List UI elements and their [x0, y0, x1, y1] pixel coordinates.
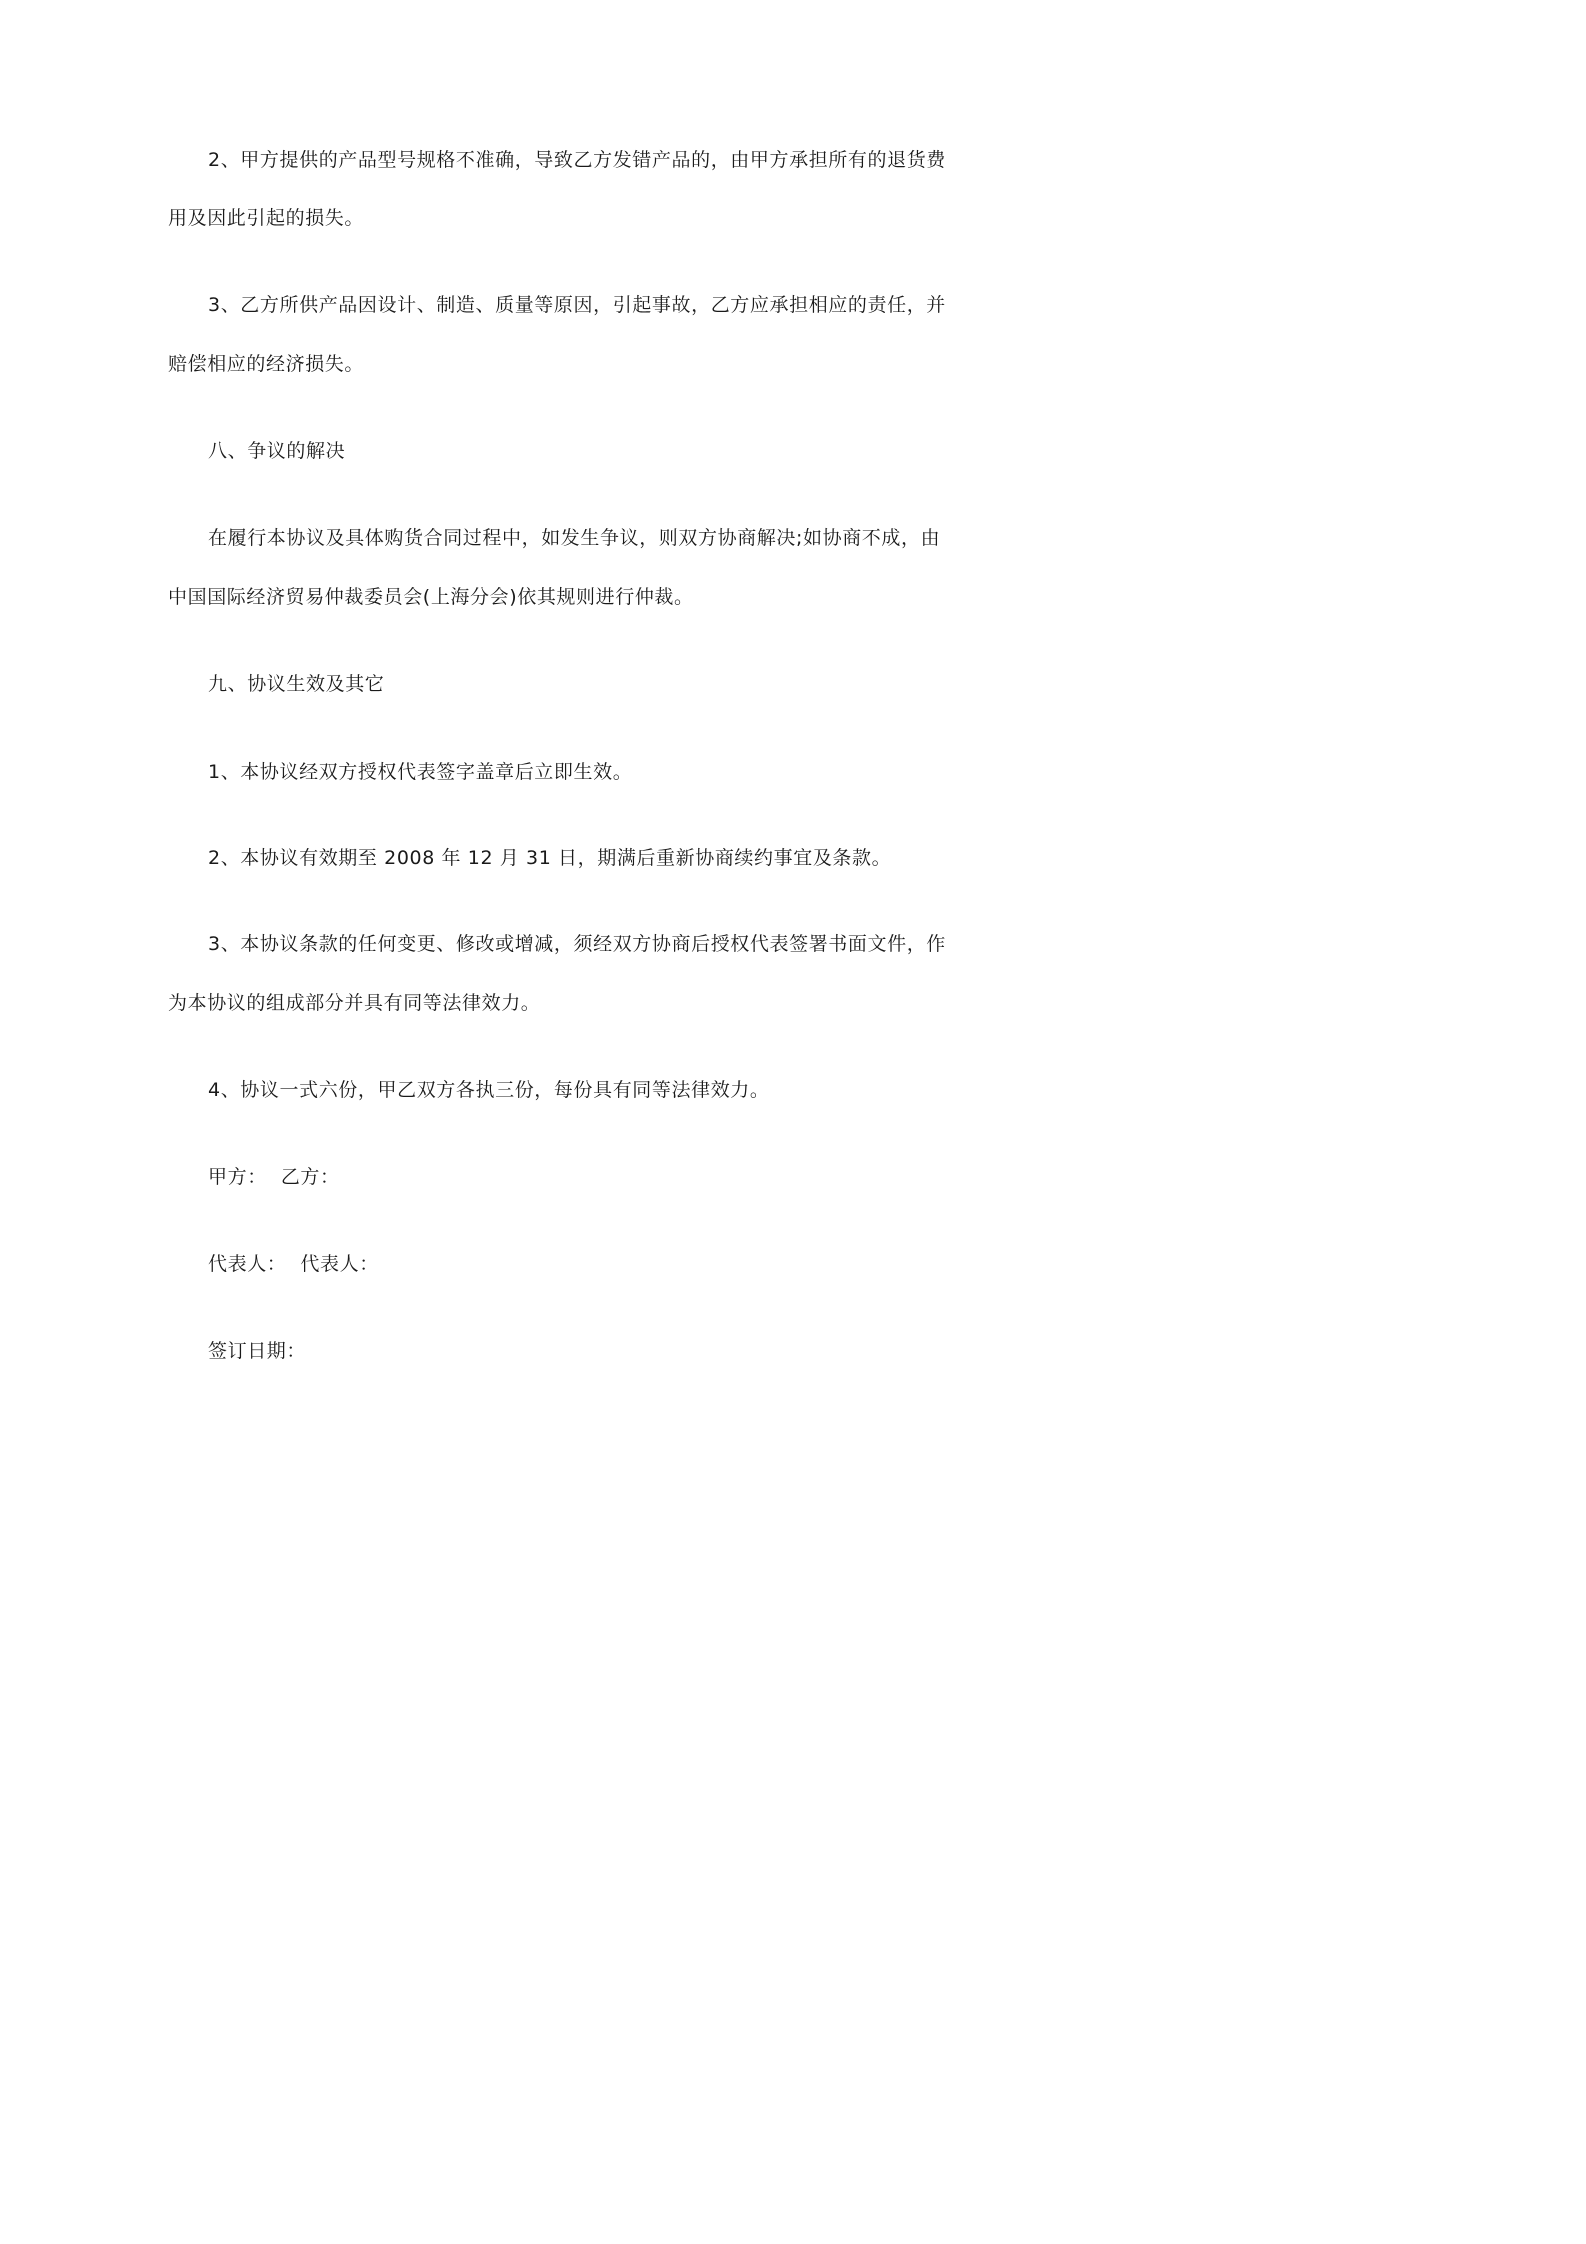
clause-2-line-1: 2、甲方提供的产品型号规格不准确，导致乙方发错产品的，由甲方承担所有的退货费: [208, 149, 946, 171]
section-9-item-4: 4、协议一式六份，甲乙双方各执三份，每份具有同等法律效力。: [208, 1079, 770, 1101]
section-9-item-2: 2、本协议有效期至 2008 年 12 月 31 日，期满后重新协商续约事宜及条款。: [208, 847, 892, 869]
party-a-label: 甲方：: [208, 1166, 267, 1188]
signature-parties: [208, 1165, 340, 1189]
rep-b-label: 代表人：: [300, 1253, 379, 1275]
clause-3-line-1: 3、乙方所供产品因设计、制造、质量等原因，引起事故，乙方应承担相应的责任，并: [208, 294, 946, 316]
signature-representatives: [208, 1252, 379, 1276]
party-b-label: 乙方：: [280, 1166, 340, 1188]
section-9-item-3-line-1: 3、本协议条款的任何变更、修改或增减，须经双方协商后授权代表签署书面文件，作: [208, 933, 946, 955]
section-9-item-3-line-2: 为本协议的组成部分并具有同等法律效力。: [168, 992, 541, 1014]
clause-2-line-2: 用及因此引起的损失。: [168, 207, 365, 229]
section-9-item-1: 1、本协议经双方授权代表签字盖章后立即生效。: [208, 761, 633, 783]
section-8-line-2: 中国国际经济贸易仲裁委员会(上海分会)依其规则进行仲裁。: [168, 586, 694, 608]
rep-a-label: 代表人：: [208, 1253, 287, 1275]
section-8-line-1: 在履行本协议及具体购货合同过程中，如发生争议，则双方协商解决;如协商不成，由: [208, 527, 941, 549]
document-page: [0, 0, 1102, 1560]
section-8-heading: 八、争议的解决: [208, 440, 346, 462]
signing-date-label: 签订日期：: [208, 1340, 307, 1362]
section-9-heading: 九、协议生效及其它: [208, 673, 385, 695]
clause-3-line-2: 赔偿相应的经济损失。: [168, 353, 365, 375]
